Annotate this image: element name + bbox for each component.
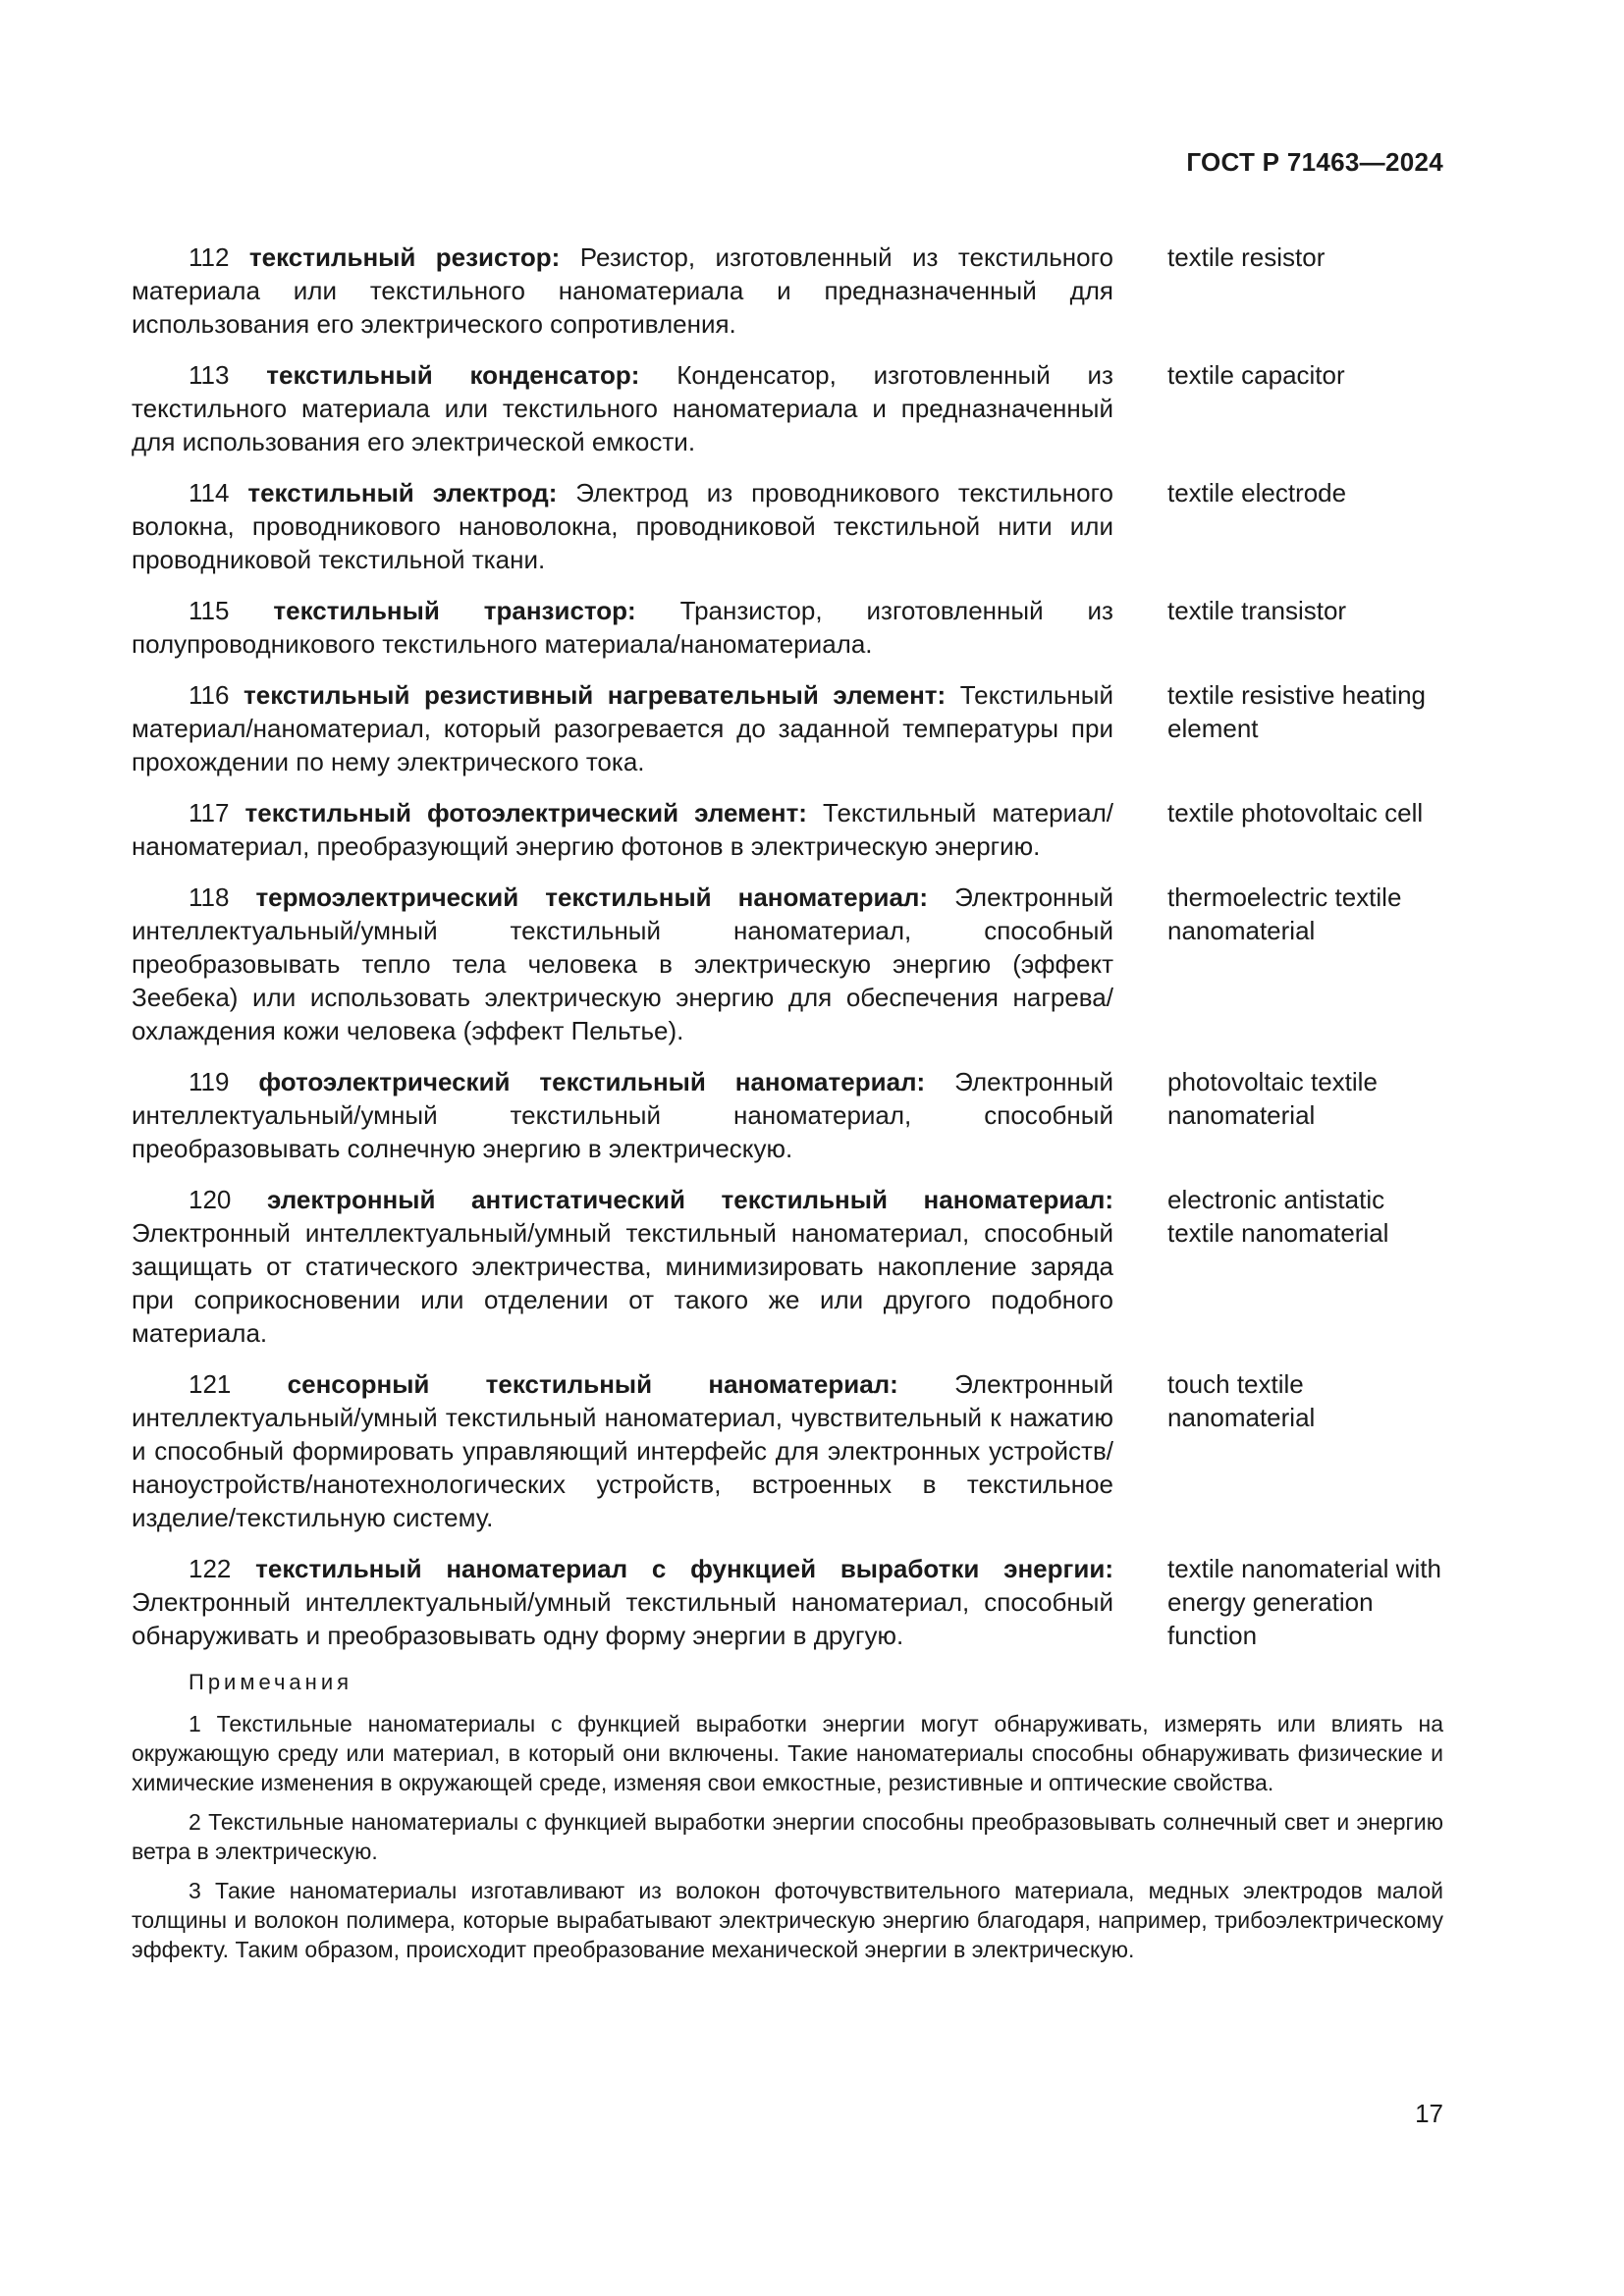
term-definition-block (132, 881, 1113, 1047)
term-number: 114 (189, 478, 230, 507)
term-english: photovoltaic textile nanomaterial (1167, 1067, 1378, 1130)
term-entry (132, 1552, 1443, 1652)
document-header: ГОСТ Р 71463—2024 (1186, 147, 1443, 177)
term-name: текстильный наноматериал с функцией выработки энергии: (255, 1554, 1113, 1583)
term-definition-block (132, 240, 1113, 341)
term-name: текстильный конденсатор: (266, 360, 640, 390)
term-definition-block (132, 796, 1113, 863)
term-entry (132, 678, 1443, 778)
terms-content (132, 240, 1443, 1974)
term-entry (132, 1183, 1443, 1350)
term-number: 122 (189, 1554, 232, 1583)
term-definition-block (132, 678, 1113, 778)
term-entry (132, 594, 1443, 661)
term-english: touch textile nanomaterial (1167, 1369, 1316, 1432)
term-english: thermoelectric textile nanomaterial (1167, 882, 1402, 945)
term-definition: Конденсатор, изготовленный из текстильного материала или текстильного наноматериала и предназначенный для использования его электрической емкости. (132, 360, 1113, 456)
term-definition: Резистор, изготовленный из текстильного материала или текстильного наноматериала и предназначенный для использования его электрического сопротивления. (132, 242, 1113, 339)
page-number: 17 (1415, 2099, 1443, 2128)
notes-list (132, 1709, 1443, 1964)
term-definition-block (132, 1183, 1113, 1350)
term-definition-block (132, 1367, 1113, 1534)
term-name: фотоэлектрический текстильный наноматериал: (258, 1067, 926, 1096)
term-english: textile photovoltaic cell (1167, 798, 1424, 828)
term-definition: Электронный интеллектуальный/умный текстильный наноматериал, способный преобразовывать солнечную энергию в электрическую. (132, 1067, 1114, 1163)
notes-section (132, 1670, 1443, 1964)
term-number: 116 (189, 680, 230, 710)
term-entry (132, 1367, 1443, 1534)
term-entry (132, 358, 1443, 458)
term-definition: Электронный интеллектуальный/умный текстильный наноматериал, чувствительный к нажатию и способный формировать управляющий интерфейс для электронных устройств/наноустройств/нанотехнологических устройств, встроенных в текстильное изделие/текстильную систему. (132, 1369, 1113, 1532)
term-definition: Электрод из проводникового текстильного волокна, проводникового нановолокна, проводниковой текстильной нити или проводниковой текстильной ткани. (132, 478, 1113, 574)
note-item: 3 Такие наноматериалы изготавливают из волокон фоточувствительного материала, медных электродов малой толщины и волокон полимера, которые вырабатывают электрическую энергию благодаря, например, трибоэлектрическому эффекту. Таким образом, происходит преобразование механической энергии в электрическую. (132, 1878, 1443, 1962)
term-name: сенсорный текстильный наноматериал: (287, 1369, 898, 1399)
term-english: textile transistor (1167, 596, 1347, 625)
term-definition: Текстильный материал/наноматериал, преобразующий энергию фотонов в электрическую энергию. (132, 798, 1113, 861)
term-english: electronic antistatic textile nanomaterial (1167, 1185, 1389, 1248)
term-entry (132, 796, 1443, 863)
term-entry (132, 240, 1443, 341)
term-number: 121 (189, 1369, 232, 1399)
term-entry (132, 881, 1443, 1047)
term-name: текстильный резистор: (248, 242, 561, 272)
term-number: 113 (189, 360, 230, 390)
notes-title: Примечания (189, 1670, 353, 1694)
term-name: электронный антистатический текстильный наноматериал: (266, 1185, 1113, 1214)
term-number: 115 (189, 596, 230, 625)
note-item: 2 Текстильные наноматериалы с функцией выработки энергии способны преобразовывать солнечный свет и энергию ветра в электрическую. (132, 1809, 1443, 1864)
term-number: 117 (189, 798, 230, 828)
term-definition: Текстильный материал/наноматериал, который разогревается до заданной температуры при прохождении по нему электрического тока. (132, 680, 1113, 776)
term-name: текстильный фотоэлектрический элемент: (244, 798, 807, 828)
term-definition-block (132, 594, 1113, 661)
note-item: 1 Текстильные наноматериалы с функцией выработки энергии могут обнаруживать, измерять или влиять на окружающую среду или материал, в который они включены. Такие наноматериалы способны обнаруживать физические и химические изменения в окружающей среде, изменяя свои емкостные, резистивные и оптические свойства. (132, 1711, 1443, 1795)
term-entry (132, 476, 1443, 576)
term-definition: Электронный интеллектуальный/умный текстильный наноматериал, способный преобразовывать тепло тела человека в электрическую энергию (эффект Зеебека) или использовать электрическую энергию для обеспечения нагрева/охлаждения кожи человека (эффект Пельтье). (132, 882, 1113, 1045)
term-english: textile resistor (1167, 242, 1326, 272)
term-english: textile electrode (1167, 478, 1347, 507)
term-number: 112 (189, 242, 230, 272)
term-number: 120 (189, 1185, 232, 1214)
term-definition: Электронный интеллектуальный/умный текстильный наноматериал, способный защищать от статического электричества, минимизировать накопление заряда при соприкосновении или отделении от такого же или другого подобного материала. (132, 1218, 1113, 1348)
term-definition-block (132, 476, 1113, 576)
term-entry (132, 1065, 1443, 1165)
term-definition: Электронный интеллектуальный/умный текстильный наноматериал, способный обнаруживать и преобразовывать одну форму энергии в другую. (132, 1587, 1113, 1650)
term-name: текстильный электрод: (247, 478, 558, 507)
term-english: textile resistive heating element (1167, 680, 1427, 743)
term-number: 119 (189, 1067, 230, 1096)
term-definition-block (132, 1065, 1113, 1165)
term-definition-block (132, 1552, 1113, 1652)
term-name: термоэлектрический текстильный наноматериал: (255, 882, 929, 912)
term-name: текстильный транзистор: (273, 596, 636, 625)
term-definition-block (132, 358, 1113, 458)
term-name: текстильный резистивный нагревательный элемент: (244, 680, 947, 710)
terms-list (132, 240, 1443, 1652)
term-english: textile capacitor (1167, 360, 1345, 390)
term-english: textile nanomaterial with energy generation function (1167, 1554, 1441, 1650)
term-number: 118 (189, 882, 230, 912)
term-definition: Транзистор, изготовленный из полупроводникового текстильного материала/наноматериала. (132, 596, 1113, 659)
